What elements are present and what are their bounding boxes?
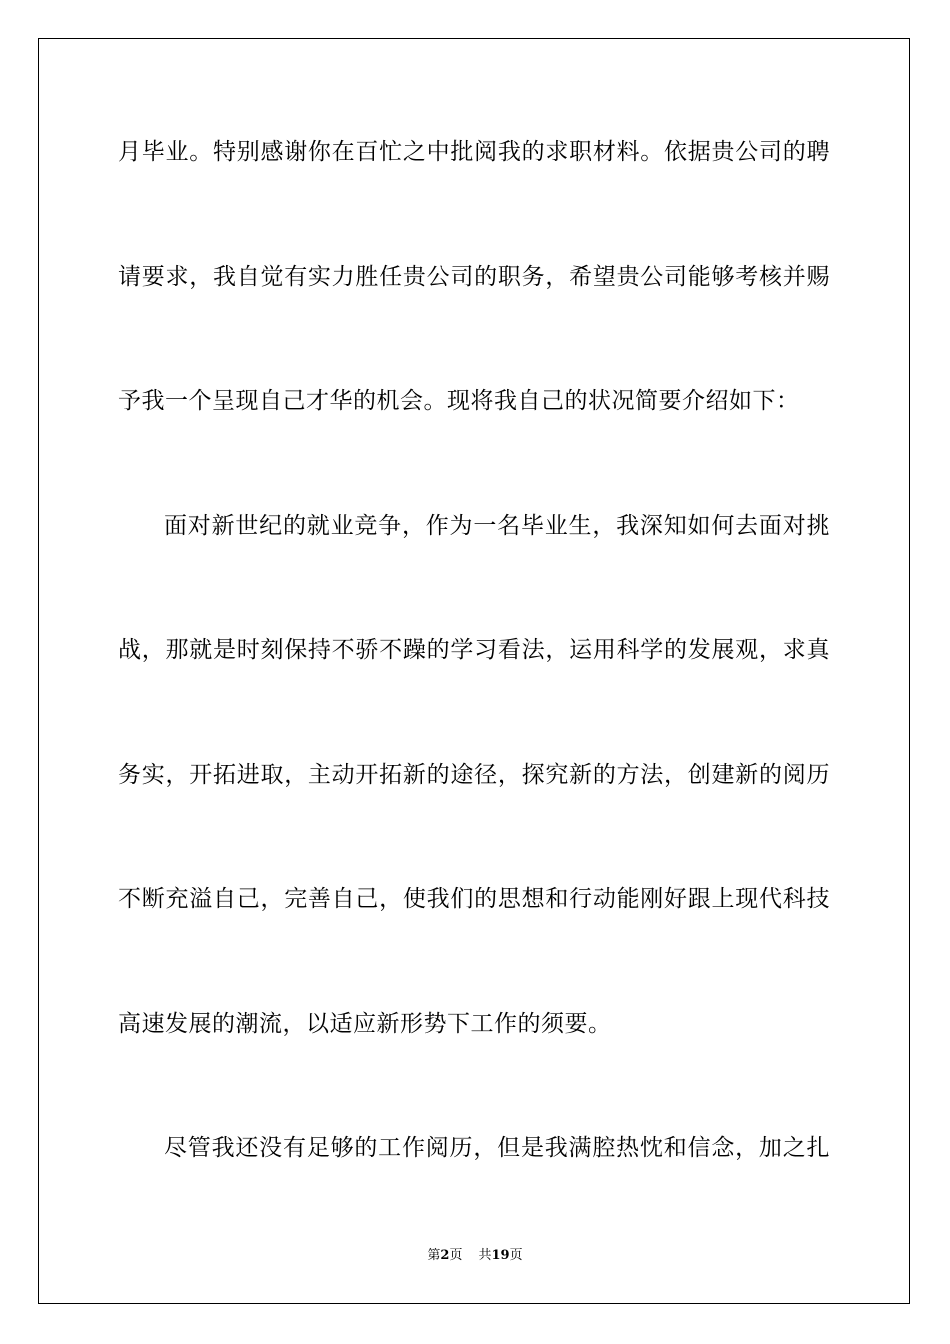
body-text-line: 予我一个呈现自己才华的机会。现将我自己的状况简要介绍如下： [118,388,800,414]
body-text-line: 面对新世纪的就业竞争，作为一名毕业生，我深知如何去面对挑 [164,513,830,539]
page-suffix: 页 [449,1248,463,1263]
body-text-line: 不断充溢自己，完善自己，使我们的思想和行动能刚好跟上现代科技 [118,886,830,912]
page-prefix: 第 [427,1248,441,1263]
page-number: 2 [440,1248,450,1263]
total-prefix: 共 [478,1248,492,1263]
body-text-line: 尽管我还没有足够的工作阅历，但是我满腔热忱和信念，加之扎 [164,1135,830,1161]
body-text-line: 请要求，我自觉有实力胜任贵公司的职务，希望贵公司能够考核并赐 [118,264,830,290]
body-text-line: 月毕业。特别感谢你在百忙之中批阅我的求职材料。依据贵公司的聘 [118,139,830,165]
total-pages: 19 [491,1248,510,1263]
body-text-line: 务实，开拓进取，主动开拓新的途径，探究新的方法，创建新的阅历 [118,762,830,788]
body-text-line: 战，那就是时刻保持不骄不躁的学习看法，运用科学的发展观，求真 [118,637,830,663]
total-suffix: 页 [509,1248,523,1263]
body-text-line: 高速发展的潮流，以适应新形势下工作的须要。 [118,1011,612,1037]
page-border [38,38,910,1304]
page-footer [0,1247,950,1265]
